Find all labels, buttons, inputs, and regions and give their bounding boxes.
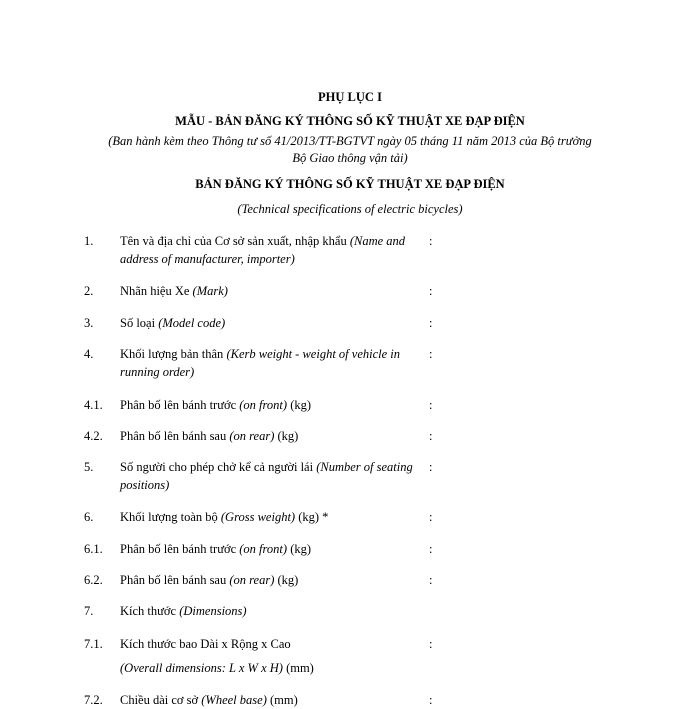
item-colon: : (429, 316, 433, 330)
item-label: Kích thước bao Dài x Rộng x Cao (120, 637, 291, 651)
document-subtitle: (Technical specifications of electric bicycles) (237, 202, 463, 216)
item-number: 6.1. (84, 542, 103, 556)
item-label-continuation: (Overall dimensions: L x W x H) (mm) (120, 661, 314, 675)
item-colon: : (429, 429, 433, 443)
item-number: 7.1. (84, 637, 103, 651)
item-number: 3. (84, 316, 94, 330)
item-label: Tên và địa chỉ của Cơ sở sản xuất, nhập khẩu (Name and address of manufacturer, importer) (120, 234, 406, 266)
item-number: 4.2. (84, 429, 103, 443)
item-number: 4.1. (84, 398, 103, 412)
item-number: 5. (84, 460, 94, 474)
item-label: Phân bố lên bánh trước (on front) (kg) (120, 542, 312, 556)
item-label: Số loại (Model code) (120, 316, 226, 330)
item-colon: : (429, 347, 433, 361)
item-colon: : (429, 637, 433, 651)
item-label: Phân bố lên bánh trước (on front) (kg) (120, 398, 312, 412)
item-label: Nhãn hiệu Xe (Mark) (120, 284, 228, 298)
item-colon: : (429, 284, 433, 298)
appendix-heading: PHỤ LỤC I (318, 90, 382, 104)
item-label: Phân bố lên bánh sau (on rear) (kg) (120, 429, 299, 443)
item-colon: : (429, 693, 433, 707)
item-label: Số người cho phép chở kể cả người lái (Number of seating positions) (120, 460, 413, 492)
item-label: Phân bố lên bánh sau (on rear) (kg) (120, 573, 299, 587)
item-number: 7. (84, 604, 94, 618)
item-number: 4. (84, 347, 94, 361)
item-number: 1. (84, 234, 94, 248)
issued-note-line2: Bộ Giao thông vận tải) (292, 151, 408, 165)
item-label: Khối lượng bản thân (Kerb weight - weight of vehicle in running order) (120, 347, 401, 379)
document-title: BẢN ĐĂNG KÝ THÔNG SỐ KỸ THUẬT XE ĐẠP ĐIỆN (195, 177, 505, 191)
item-number: 6. (84, 510, 94, 524)
item-colon: : (429, 398, 433, 412)
item-colon: : (429, 573, 433, 587)
item-number: 7.2. (84, 693, 103, 707)
item-colon: : (429, 460, 433, 474)
item-label: Chiều dài cơ sở (Wheel base) (mm) (120, 693, 298, 707)
issued-note-line1: (Ban hành kèm theo Thông tư số 41/2013/TT-BGTVT ngày 05 tháng 11 năm 2013 của Bộ trưởng (108, 134, 592, 148)
item-colon: : (429, 234, 433, 248)
item-number: 2. (84, 284, 94, 298)
item-colon: : (429, 542, 433, 556)
item-label: Khối lượng toàn bộ (Gross weight) (kg) * (120, 510, 329, 524)
item-label: Kích thước (Dimensions) (120, 604, 247, 618)
item-colon: : (429, 510, 433, 524)
form-title: MẪU - BẢN ĐĂNG KÝ THÔNG SỐ KỸ THUẬT XE ĐẠP ĐIỆN (175, 114, 525, 128)
item-number: 6.2. (84, 573, 103, 587)
